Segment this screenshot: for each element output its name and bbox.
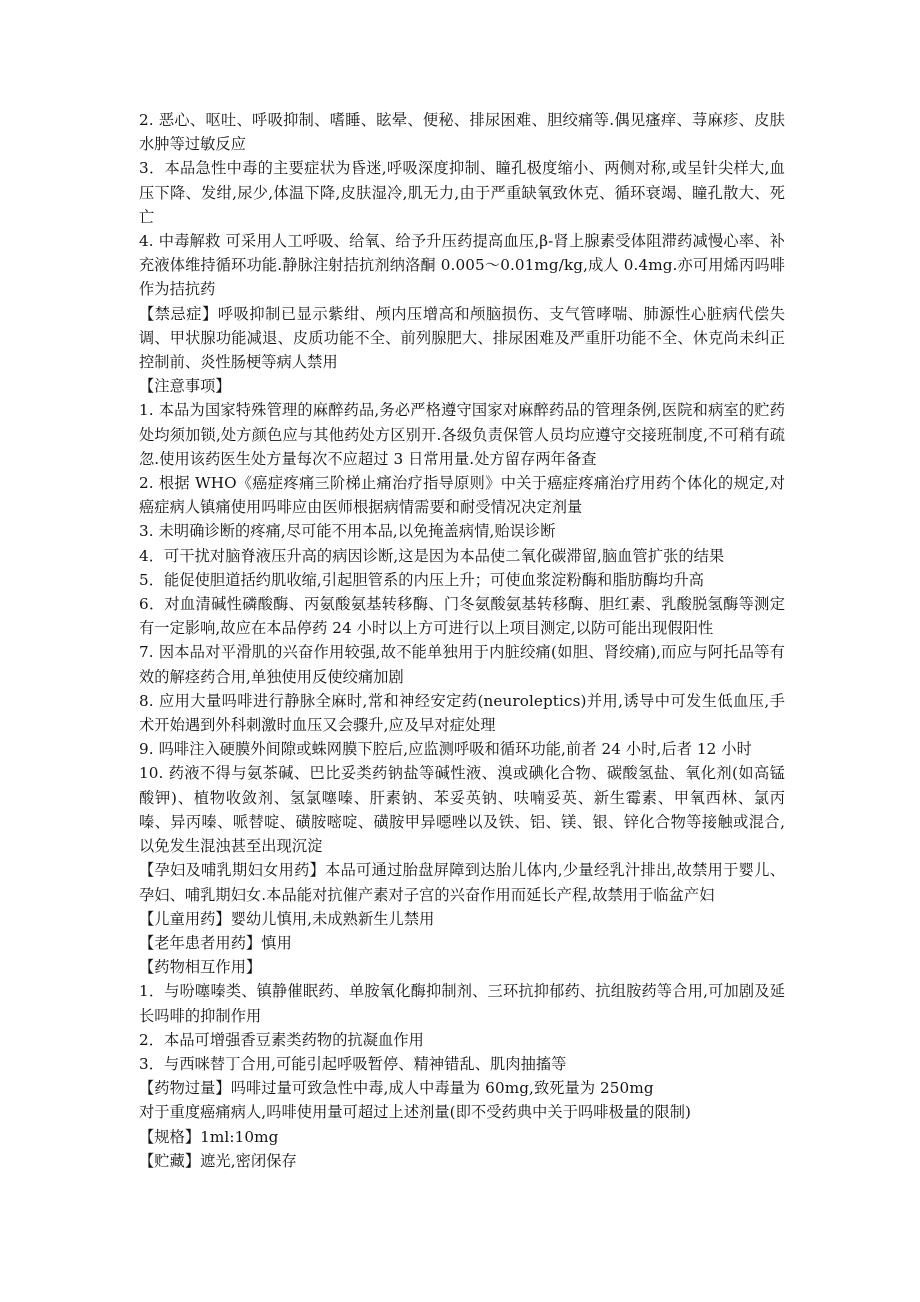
paragraph-precaution-9: 9. 吗啡注入硬膜外间隙或蛛网膜下腔后,应监测呼吸和循环功能,前者 24 小时,后者 12 小时 [139,740,752,759]
heading-drug-interactions: 【药物相互作用】 [139,958,262,977]
paragraph-contraindications: 【禁忌症】呼吸抑制已显示紫绀、颅内压增高和颅脑损伤、支气管哮喘、肺源性心脏病代偿失调、甲状腺功能减退、皮质功能不全、前列腺肥大、排尿困难及严重肝功能不全、休克尚未纠正控制前、炎性肠梗等病人禁用 [139,304,785,372]
paragraph-interaction-2: 2．本品可增强香豆素类药物的抗凝血作用 [139,1030,424,1049]
paragraph-specification: 【规格】1ml:10mg [139,1127,279,1146]
paragraph-pregnancy-lactation: 【孕妇及哺乳期妇女用药】本品可通过胎盘屏障到达胎儿体内,少量经乳汁排出,故禁用于婴儿、孕妇、哺乳期妇女.本品能对抗催产素对子宫的兴奋作用而延长产程,故禁用于临盆产妇 [139,861,785,904]
paragraph-precaution-4: 4．可干扰对脑脊液压升高的病因诊断,这是因为本品使二氧化碳滞留,脑血管扩张的结果 [139,546,725,565]
paragraph-pediatric-use: 【儿童用药】婴幼儿慎用,未成熟新生儿禁用 [139,909,435,928]
paragraph-geriatric-use: 【老年患者用药】慎用 [139,933,292,952]
paragraph-overdose-symptoms-3: 3．本品急性中毒的主要症状为昏迷,呼吸深度抑制、瞳孔极度缩小、两侧对称,或呈针尖样大,血压下降、发绀,尿少,体温下降,皮肤湿冷,肌无力,由于严重缺氧致休克、循环衰竭、瞳孔散大、死亡 [139,159,785,226]
document-body [139,108,785,1173]
paragraph-precaution-7: 7. 因本品对平滑肌的兴奋作用较强,故不能单独用于内脏绞痛(如胆、肾绞痛),而应与阿托品等有效的解痉药合用,单独使用反使绞痛加剧 [139,643,785,686]
paragraph-poisoning-rescue-4: 4. 中毒解救 可采用人工呼吸、给氧、给予升压药提高血压,β-肾上腺素受体阻滞药减慢心率、补充液体维持循环功能.静脉注射拮抗剂纳洛酮 0.005～0.01mg/kg,成人 0.4mg.亦可用烯丙吗啡作为拮抗药 [139,232,785,299]
paragraph-precaution-2: 2. 根据 WHO《癌症疼痛三阶梯止痛治疗指导原则》中关于癌症疼痛治疗用药个体化的规定,对癌症病人镇痛使用吗啡应由医师根据病情需要和耐受情况决定剂量 [139,474,785,517]
paragraph-overdose: 【药物过量】吗啡过量可致急性中毒,成人中毒量为 60mg,致死量为 250mg [139,1079,654,1098]
heading-precautions: 【注意事项】 [139,377,231,396]
paragraph-precaution-6: 6．对血清碱性磷酸酶、丙氨酸氨基转移酶、门冬氨酸氨基转移酶、胆红素、乳酸脱氢酶等测定有一定影响,故应在本品停药 24 小时以上方可进行以上项目测定,以防可能出现假阳性 [139,595,785,638]
paragraph-precaution-10: 10. 药液不得与氨茶碱、巴比妥类药钠盐等碱性液、溴或碘化合物、碳酸氢盐、氧化剂(如高锰酸钾)、植物收敛剂、氢氯噻嗪、肝素钠、苯妥英钠、呋喃妥英、新生霉素、甲氧西林、氯丙嗪、异丙嗪、哌替啶、磺胺嘧啶、磺胺甲异噁唑以及铁、铝、镁、银、锌化合物等接触或混合,以免发生混浊甚至出现沉淀 [139,764,785,856]
paragraph-adverse-reactions-2: 2. 恶心、呕吐、呼吸抑制、嗜睡、眩晕、便秘、排尿困难、胆绞痛等.偶见瘙痒、荨麻疹、皮肤水肿等过敏反应 [139,111,785,154]
paragraph-precaution-8: 8. 应用大量吗啡进行静脉全麻时,常和神经安定药(neuroleptics)并用,诱导中可发生低血压,手术开始遇到外科刺激时血压又会骤升,应及早对症处理 [139,691,785,735]
paragraph-storage: 【贮藏】遮光,密闭保存 [139,1151,297,1170]
paragraph-precaution-5: 5．能促使胆道括约肌收缩,引起胆管系的内压上升；可使血浆淀粉酶和脂肪酶均升高 [139,570,705,589]
paragraph-precaution-1: 1. 本品为国家特殊管理的麻醉药品,务必严格遵守国家对麻醉药品的管理条例,医院和病室的贮药处均须加锁,处方颜色应与其他药处方区别开.各级负责保管人员均应遵守交接班制度,不可稍有疏忽.使用该药医生处方量每次不应超过 3 日常用量.处方留存两年备查 [139,401,785,468]
paragraph-interaction-3: 3．与西咪替丁合用,可能引起呼吸暂停、精神错乱、肌肉抽搐等 [139,1054,567,1073]
paragraph-precaution-3: 3. 未明确诊断的疼痛,尽可能不用本品,以免掩盖病情,贻误诊断 [139,522,556,541]
paragraph-interaction-1: 1．与吩噻嗪类、镇静催眠药、单胺氧化酶抑制剂、三环抗抑郁药、抗组胺药等合用,可加剧及延长吗啡的抑制作用 [139,982,785,1025]
paragraph-overdose-note: 对于重度癌痛病人,吗啡使用量可超过上述剂量(即不受药典中关于吗啡极量的限制) [139,1103,692,1122]
